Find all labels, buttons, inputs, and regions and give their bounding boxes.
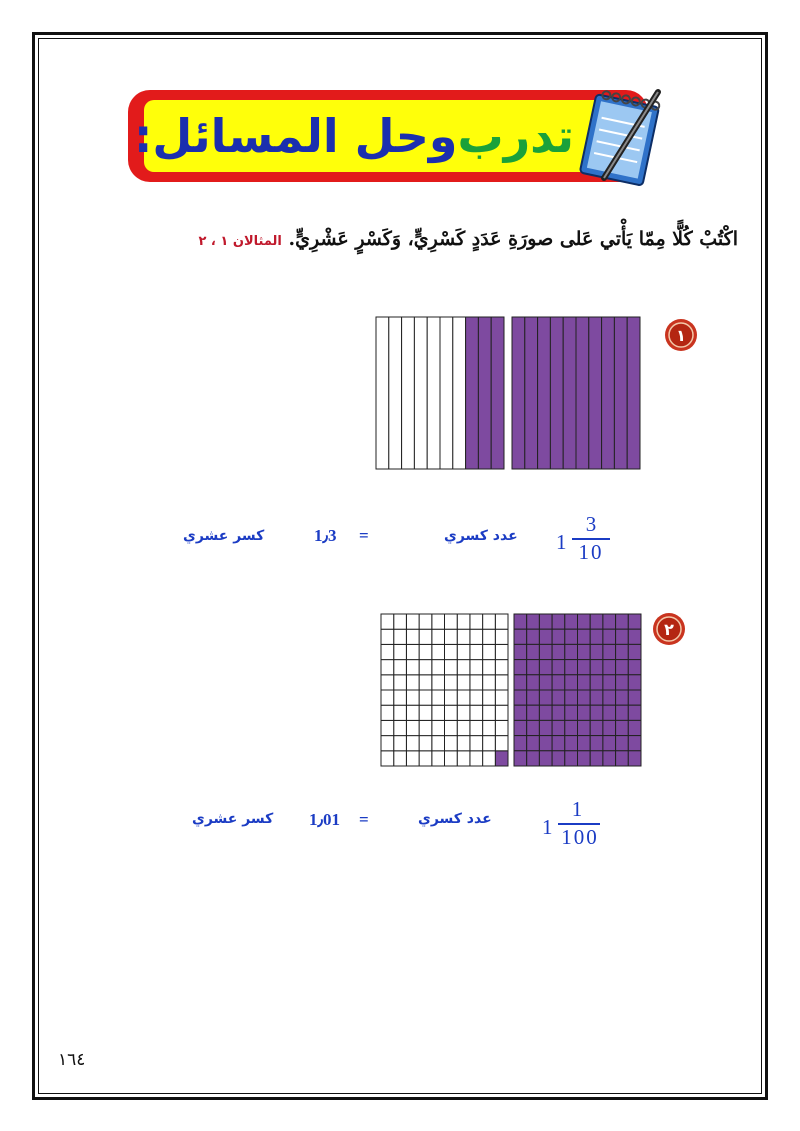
shaded-hundredth	[552, 705, 565, 720]
empty-hundredth	[470, 690, 483, 705]
empty-hundredth	[432, 614, 445, 629]
empty-hundredth	[419, 675, 432, 690]
mixed-number-label: عدد كسري	[444, 528, 518, 544]
empty-hundredth	[483, 644, 496, 659]
shaded-hundredth	[578, 705, 591, 720]
shaded-hundredth	[590, 736, 603, 751]
empty-hundredth	[457, 644, 470, 659]
shaded-hundredth	[578, 720, 591, 735]
empty-hundredth	[381, 660, 394, 675]
empty-hundredth	[495, 705, 508, 720]
shaded-hundredth	[539, 690, 552, 705]
shaded-tenth	[491, 317, 504, 469]
shaded-hundredth	[514, 690, 527, 705]
shaded-hundredth	[578, 644, 591, 659]
empty-hundredth	[406, 720, 419, 735]
empty-hundredth	[419, 720, 432, 735]
mixed-denominator: 100	[561, 825, 599, 849]
empty-hundredth	[419, 751, 432, 766]
empty-hundredth	[381, 751, 394, 766]
empty-hundredth	[457, 751, 470, 766]
empty-tenth	[440, 317, 453, 469]
shaded-hundredth	[616, 690, 629, 705]
shaded-hundredth	[628, 614, 641, 629]
shaded-hundredth	[616, 720, 629, 735]
empty-hundredth	[445, 720, 458, 735]
shaded-hundredth	[578, 629, 591, 644]
empty-hundredth	[495, 660, 508, 675]
empty-hundredth	[457, 614, 470, 629]
mixed-number-label: عدد كسري	[418, 811, 492, 827]
empty-hundredth	[394, 660, 407, 675]
shaded-hundredth	[628, 660, 641, 675]
shaded-hundredth	[565, 705, 578, 720]
shaded-hundredth	[552, 675, 565, 690]
shaded-hundredth	[628, 736, 641, 751]
empty-hundredth	[483, 720, 496, 735]
shaded-hundredth	[565, 751, 578, 766]
empty-hundredth	[381, 690, 394, 705]
shaded-hundredth	[539, 644, 552, 659]
shaded-hundredth	[590, 629, 603, 644]
empty-hundredth	[394, 644, 407, 659]
page-title	[133, 100, 575, 172]
mixed-numerator: 1	[571, 797, 583, 821]
empty-hundredth	[445, 675, 458, 690]
empty-hundredth	[495, 629, 508, 644]
empty-tenth	[389, 317, 402, 469]
shaded-hundredth	[628, 690, 641, 705]
instruction-text: اكْتُبْ كُلًّا مِمّا يَأْتي عَلى صورَةِ عَدَدٍ كَسْرِيٍّ، وَكَسْرٍ عَشْرِيٍّ.	[288, 228, 738, 250]
shaded-hundredth	[616, 751, 629, 766]
empty-hundredth	[406, 690, 419, 705]
shaded-hundredth	[514, 705, 527, 720]
decimal-label: كسر عشري	[192, 811, 274, 827]
equals-sign: =	[359, 526, 369, 545]
empty-hundredth	[394, 720, 407, 735]
empty-hundredth	[445, 660, 458, 675]
shaded-tenth	[576, 317, 589, 469]
decimal-answer: 1٫01	[309, 810, 341, 829]
empty-hundredth	[406, 629, 419, 644]
page-number: ١٦٤	[58, 1050, 86, 1070]
empty-tenth	[414, 317, 427, 469]
shaded-hundredth	[578, 690, 591, 705]
shaded-hundredth	[495, 751, 508, 766]
empty-hundredth	[406, 614, 419, 629]
shaded-hundredth	[527, 675, 540, 690]
tenths-bar-first	[376, 317, 504, 469]
shaded-hundredth	[527, 660, 540, 675]
empty-hundredth	[432, 675, 445, 690]
empty-hundredth	[406, 644, 419, 659]
empty-hundredth	[457, 660, 470, 675]
shaded-hundredth	[539, 660, 552, 675]
shaded-hundredth	[590, 690, 603, 705]
shaded-hundredth	[539, 705, 552, 720]
mixed-denominator: 10	[578, 540, 604, 564]
shaded-hundredth	[590, 644, 603, 659]
empty-hundredth	[445, 614, 458, 629]
shaded-hundredth	[514, 614, 527, 629]
shaded-hundredth	[527, 736, 540, 751]
empty-hundredth	[381, 614, 394, 629]
empty-hundredth	[445, 629, 458, 644]
shaded-hundredth	[590, 751, 603, 766]
empty-hundredth	[470, 629, 483, 644]
shaded-hundredth	[527, 705, 540, 720]
empty-hundredth	[457, 629, 470, 644]
empty-hundredth	[406, 751, 419, 766]
empty-hundredth	[394, 675, 407, 690]
shaded-hundredth	[590, 614, 603, 629]
shaded-hundredth	[514, 644, 527, 659]
shaded-tenth	[627, 317, 640, 469]
empty-hundredth	[445, 705, 458, 720]
shaded-tenth	[466, 317, 479, 469]
shaded-hundredth	[603, 705, 616, 720]
empty-hundredth	[483, 736, 496, 751]
empty-hundredth	[394, 705, 407, 720]
empty-tenth	[453, 317, 466, 469]
empty-hundredth	[483, 660, 496, 675]
shaded-hundredth	[603, 736, 616, 751]
tenths-bar-second	[512, 317, 640, 469]
hundredths-grid-second	[514, 614, 641, 766]
empty-tenth	[427, 317, 440, 469]
shaded-hundredth	[552, 751, 565, 766]
empty-hundredth	[394, 614, 407, 629]
shaded-hundredth	[565, 660, 578, 675]
empty-hundredth	[381, 675, 394, 690]
empty-hundredth	[470, 736, 483, 751]
shaded-hundredth	[628, 705, 641, 720]
empty-hundredth	[495, 675, 508, 690]
shaded-hundredth	[578, 751, 591, 766]
mixed-numerator: 3	[585, 512, 597, 536]
empty-hundredth	[432, 736, 445, 751]
shaded-hundredth	[628, 751, 641, 766]
empty-hundredth	[483, 675, 496, 690]
empty-hundredth	[381, 644, 394, 659]
empty-hundredth	[394, 751, 407, 766]
empty-hundredth	[470, 705, 483, 720]
empty-hundredth	[445, 751, 458, 766]
empty-hundredth	[445, 736, 458, 751]
shaded-hundredth	[565, 629, 578, 644]
shaded-hundredth	[590, 720, 603, 735]
question-number: ١	[676, 326, 686, 345]
shaded-hundredth	[539, 736, 552, 751]
mixed-number	[556, 512, 616, 566]
shaded-hundredth	[565, 644, 578, 659]
shaded-tenth	[478, 317, 491, 469]
empty-tenth	[376, 317, 389, 469]
empty-hundredth	[483, 751, 496, 766]
empty-hundredth	[394, 629, 407, 644]
hundredths-grid-first	[381, 614, 508, 766]
empty-hundredth	[483, 690, 496, 705]
shaded-hundredth	[552, 690, 565, 705]
empty-hundredth	[419, 644, 432, 659]
example-reference: المثالان ١ ، ٢	[198, 234, 282, 249]
shaded-hundredth	[628, 629, 641, 644]
shaded-hundredth	[603, 660, 616, 675]
mixed-number	[542, 797, 606, 851]
decimal-answer: 1٫3	[314, 526, 337, 545]
shaded-hundredth	[628, 675, 641, 690]
question-number-badge	[652, 612, 686, 646]
shaded-hundredth	[539, 751, 552, 766]
shaded-tenth	[589, 317, 602, 469]
question-number: ٢	[664, 620, 674, 639]
empty-hundredth	[432, 751, 445, 766]
shaded-hundredth	[616, 629, 629, 644]
shaded-hundredth	[616, 614, 629, 629]
shaded-hundredth	[514, 720, 527, 735]
shaded-hundredth	[552, 644, 565, 659]
empty-hundredth	[432, 720, 445, 735]
empty-hundredth	[470, 660, 483, 675]
shaded-hundredth	[552, 614, 565, 629]
shaded-hundredth	[603, 644, 616, 659]
empty-hundredth	[445, 690, 458, 705]
shaded-hundredth	[578, 660, 591, 675]
empty-hundredth	[381, 705, 394, 720]
empty-hundredth	[419, 660, 432, 675]
mixed-whole: 1	[542, 815, 553, 839]
empty-hundredth	[432, 629, 445, 644]
empty-hundredth	[381, 629, 394, 644]
shaded-hundredth	[565, 675, 578, 690]
instruction-line	[162, 228, 738, 250]
shaded-hundredth	[539, 720, 552, 735]
title-word-practice: تدرب	[457, 109, 575, 163]
shaded-tenth	[512, 317, 525, 469]
empty-hundredth	[394, 690, 407, 705]
empty-hundredth	[406, 675, 419, 690]
tenths-model	[375, 316, 643, 471]
shaded-hundredth	[552, 629, 565, 644]
shaded-hundredth	[565, 614, 578, 629]
shaded-hundredth	[514, 675, 527, 690]
empty-hundredth	[457, 736, 470, 751]
shaded-hundredth	[578, 675, 591, 690]
shaded-hundredth	[514, 736, 527, 751]
question-number-badge	[664, 318, 698, 352]
shaded-tenth	[550, 317, 563, 469]
empty-hundredth	[470, 751, 483, 766]
empty-hundredth	[381, 720, 394, 735]
shaded-hundredth	[590, 660, 603, 675]
empty-hundredth	[432, 690, 445, 705]
empty-hundredth	[432, 705, 445, 720]
empty-hundredth	[495, 690, 508, 705]
shaded-hundredth	[628, 644, 641, 659]
empty-hundredth	[470, 614, 483, 629]
shaded-hundredth	[590, 705, 603, 720]
empty-hundredth	[495, 720, 508, 735]
shaded-hundredth	[527, 629, 540, 644]
shaded-tenth	[614, 317, 627, 469]
empty-hundredth	[457, 675, 470, 690]
shaded-hundredth	[552, 660, 565, 675]
empty-hundredth	[483, 705, 496, 720]
shaded-hundredth	[565, 690, 578, 705]
shaded-hundredth	[603, 675, 616, 690]
empty-hundredth	[419, 614, 432, 629]
empty-hundredth	[457, 705, 470, 720]
empty-hundredth	[457, 690, 470, 705]
hundredths-model	[380, 613, 642, 768]
empty-hundredth	[495, 736, 508, 751]
shaded-hundredth	[603, 751, 616, 766]
shaded-hundredth	[616, 675, 629, 690]
shaded-hundredth	[565, 720, 578, 735]
empty-hundredth	[419, 705, 432, 720]
empty-hundredth	[419, 690, 432, 705]
shaded-hundredth	[527, 614, 540, 629]
empty-hundredth	[495, 614, 508, 629]
title-word-solve: وحل المسائل:	[133, 109, 458, 163]
empty-hundredth	[495, 644, 508, 659]
empty-hundredth	[406, 705, 419, 720]
empty-hundredth	[470, 720, 483, 735]
shaded-hundredth	[603, 614, 616, 629]
notebook-pen-icon	[570, 82, 670, 192]
shaded-hundredth	[565, 736, 578, 751]
decimal-label: كسر عشري	[183, 528, 265, 544]
empty-hundredth	[483, 629, 496, 644]
shaded-hundredth	[578, 614, 591, 629]
mixed-whole: 1	[556, 530, 567, 554]
empty-hundredth	[432, 660, 445, 675]
shaded-hundredth	[616, 660, 629, 675]
shaded-hundredth	[552, 720, 565, 735]
shaded-hundredth	[552, 736, 565, 751]
empty-hundredth	[445, 644, 458, 659]
shaded-hundredth	[603, 629, 616, 644]
shaded-hundredth	[616, 705, 629, 720]
shaded-hundredth	[539, 629, 552, 644]
shaded-hundredth	[616, 736, 629, 751]
shaded-tenth	[602, 317, 615, 469]
shaded-hundredth	[578, 736, 591, 751]
empty-hundredth	[381, 736, 394, 751]
empty-hundredth	[483, 614, 496, 629]
empty-hundredth	[419, 736, 432, 751]
shaded-hundredth	[527, 751, 540, 766]
empty-hundredth	[470, 644, 483, 659]
shaded-hundredth	[603, 690, 616, 705]
shaded-hundredth	[527, 690, 540, 705]
shaded-hundredth	[527, 720, 540, 735]
shaded-hundredth	[514, 751, 527, 766]
shaded-hundredth	[527, 644, 540, 659]
shaded-hundredth	[590, 675, 603, 690]
shaded-hundredth	[603, 720, 616, 735]
empty-hundredth	[394, 736, 407, 751]
equals-sign: =	[359, 810, 369, 829]
empty-hundredth	[406, 736, 419, 751]
shaded-tenth	[563, 317, 576, 469]
empty-hundredth	[457, 720, 470, 735]
page-border-inner	[38, 38, 762, 1094]
shaded-tenth	[538, 317, 551, 469]
shaded-tenth	[525, 317, 538, 469]
shaded-hundredth	[628, 720, 641, 735]
empty-tenth	[402, 317, 415, 469]
shaded-hundredth	[616, 644, 629, 659]
empty-hundredth	[432, 644, 445, 659]
shaded-hundredth	[514, 660, 527, 675]
shaded-hundredth	[539, 614, 552, 629]
shaded-hundredth	[539, 675, 552, 690]
empty-hundredth	[419, 629, 432, 644]
empty-hundredth	[406, 660, 419, 675]
empty-hundredth	[470, 675, 483, 690]
shaded-hundredth	[514, 629, 527, 644]
